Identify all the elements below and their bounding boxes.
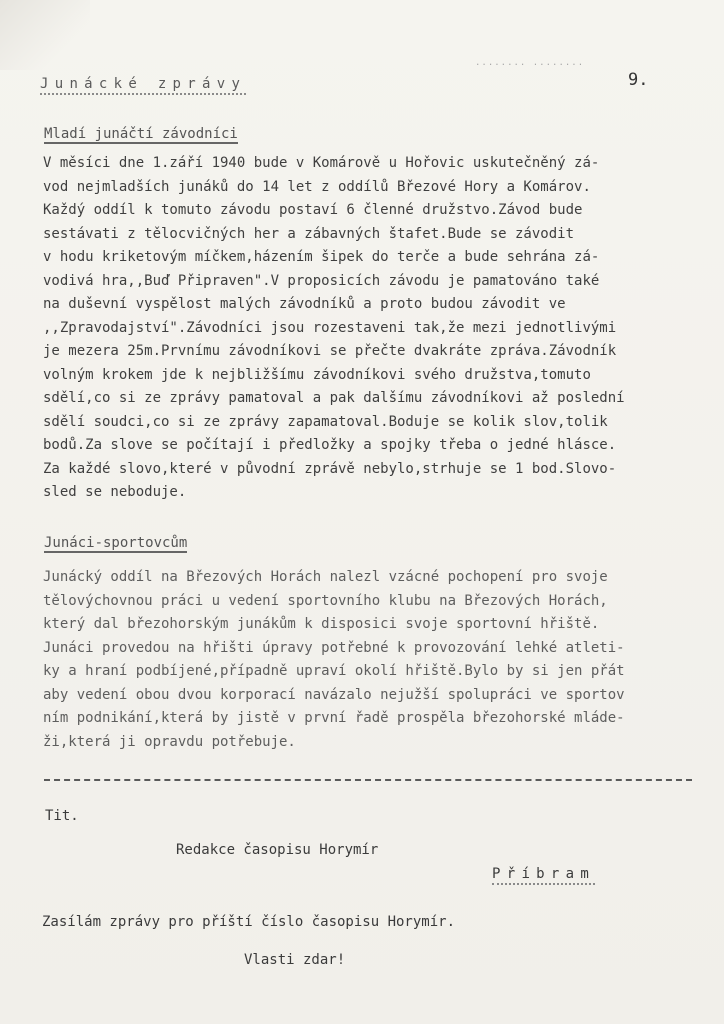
text-line: sled se neboduje. [43,484,187,500]
text-line: který dal březohorským junákům k disposici svoje sportovní hřiště. [43,616,600,632]
letter-closing: Vlasti zdar! [244,952,346,968]
section-body-young-racers [43,152,625,505]
page-number: 9. [628,70,649,90]
paper-fold-shadow [0,0,90,70]
text-line: vodivá hra,,Buď Připraven".V proposicích závodu je pamatováno také [43,272,600,289]
letter-body: Zasílám zprávy pro příští číslo časopisu Horymír. [42,914,456,930]
text-line: volným krokem jde k nejbližšímu závodníkovi svého družstva,tomuto [43,366,591,383]
text-line: V měsíci dne 1.září 1940 bude v Komárově u Hořovic uskutečněný zá- [43,155,600,171]
text-line: Junácký oddíl na Březových Horách nalezl vzácné pochopení pro svoje [43,569,608,585]
text-line: Junáci provedou na hřišti úpravy potřebné k provozování lehké atleti- [43,639,625,656]
text-line: vod nejmladších junáků do 14 let z oddílů Březové Hory a Komárov. [43,178,591,195]
text-line: ži,která ji opravdu potřebuje. [43,733,296,750]
text-line: v hodu kriketovým míčkem,házením šipek do terče a bude sehrána zá- [43,249,600,265]
separator-line [44,779,692,781]
text-line: sdělí soudci,co si ze zprávy zapamatoval.Boduje se kolik slov,tolik [43,413,608,430]
text-line: ním podnikání,která by jistě v první řadě prospěla březohorské mláde- [43,710,625,726]
section-title-young-racers: Mladí junáčtí závodníci [44,126,238,142]
letter-city: Příbram [492,866,595,885]
letter-addressee: Redakce časopisu Horymír [176,842,379,858]
text-line: Za každé slovo,které v původní zprávě nebylo,strhuje se 1 bod.Slovo- [43,460,617,477]
section-body-scouts-sportsmen [43,566,625,754]
faint-stamp: ........ ........ [475,58,585,68]
text-line: na duševní vyspělost malých závodníků a proto budou závodit ve [43,296,566,312]
text-line: sdělí,co si ze zprávy pamatoval a pak dalšímu závodníkovi až poslední [43,390,625,406]
text-line: bodů.Za slove se počítají i předložky a spojky třeba o jedné hlásce. [43,437,617,453]
text-line: je mezera 25m.Prvnímu závodníkovi se přečte dvakráte zpráva.Závodník [43,343,617,359]
text-line: aby vedení obou dvou korporací navázalo nejužší spolupráci ve sportov [43,686,625,703]
section-title-scouts-sportsmen: Junáci-sportovcům [44,535,188,551]
text-line: ,,Zpravodajství".Závodníci jsou rozestaveni tak,že mezi jednotlivými [43,319,617,336]
document-header-title: Junácké zprávy [40,76,246,95]
text-line: sestávati z tělocvičných her a zábavných štafet.Bude se závodit [43,225,575,242]
text-line: Každý oddíl k tomuto závodu postaví 6 členné družstvo.Závod bude [43,202,583,218]
letter-salutation: Tit. [45,808,79,824]
text-line: tělovýchovnou práci u vedení sportovního klubu na Březových Horách, [43,592,608,609]
text-line: ky a hraní podbíjené,případně upraví okolí hřiště.Bylo by si jen přát [43,663,625,679]
